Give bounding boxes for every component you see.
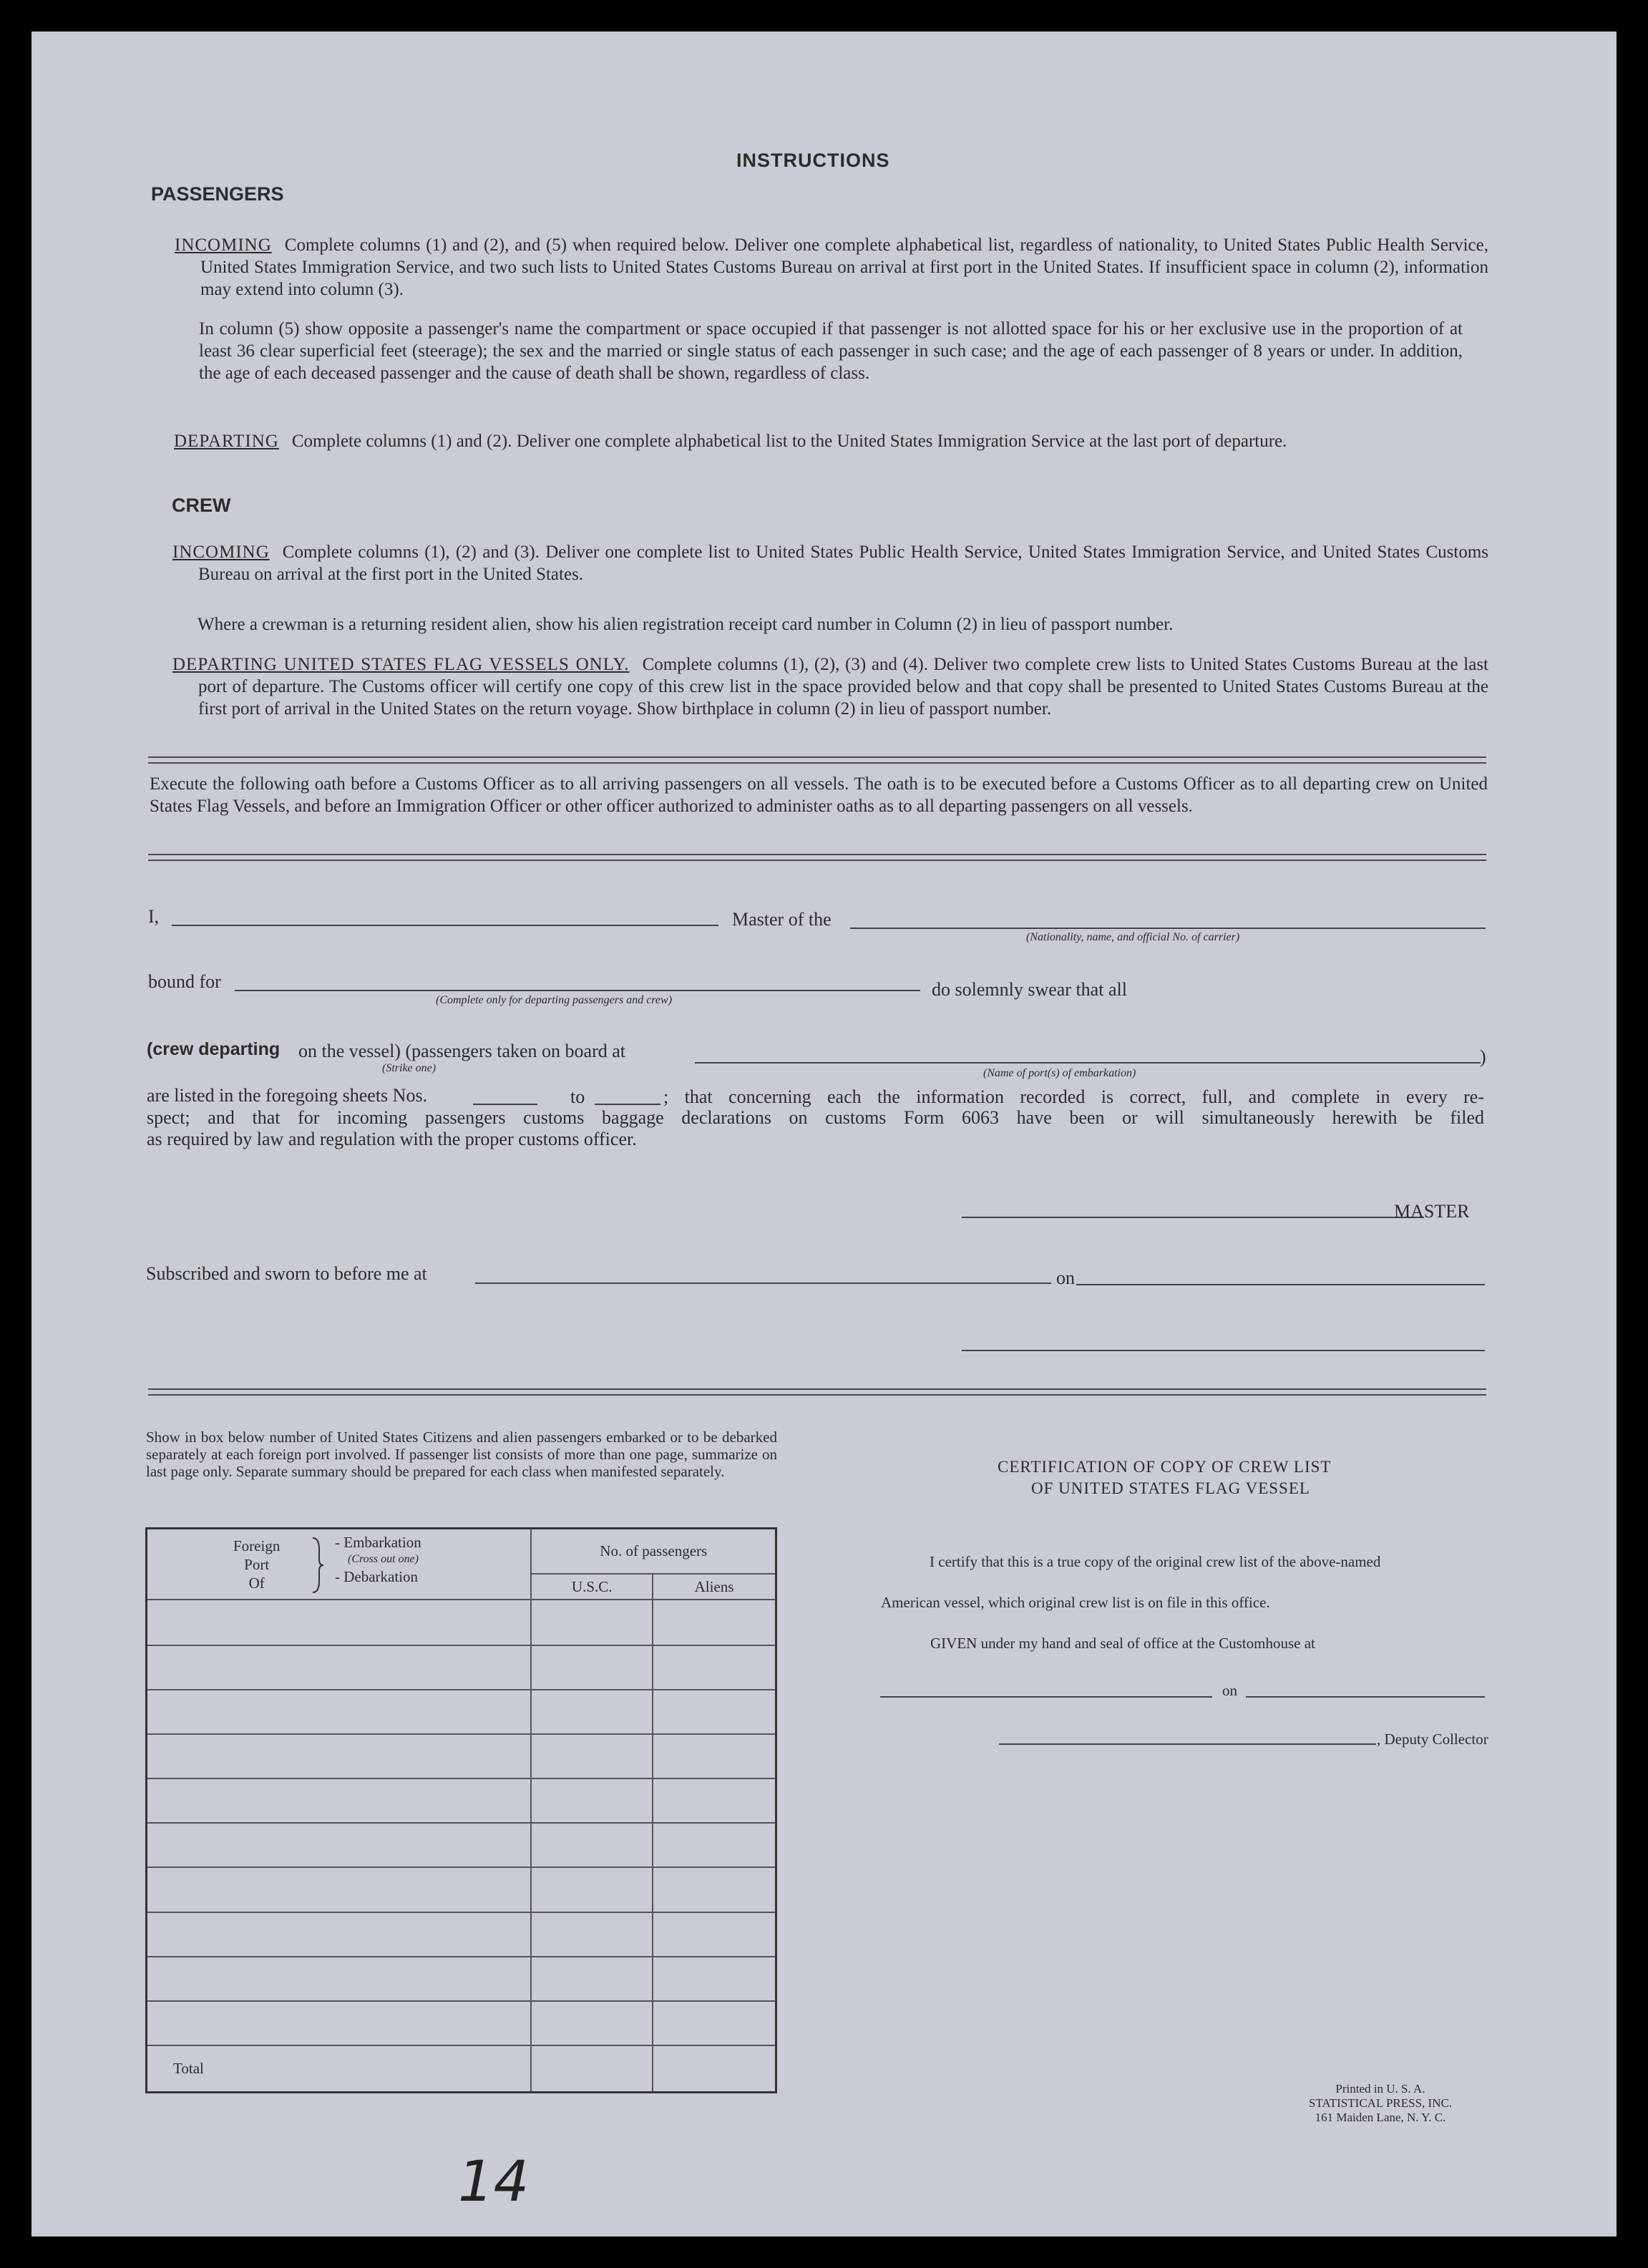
master-name-line[interactable] [172, 925, 718, 926]
carrier-line[interactable] [850, 928, 1486, 929]
aliens-cell[interactable] [653, 1778, 776, 1823]
subscribed-date-line[interactable] [1076, 1284, 1485, 1285]
table-row [147, 1778, 776, 1823]
master-label: MASTER [1394, 1201, 1470, 1222]
printer-imprint [1273, 2082, 1488, 2125]
sheet-from-line[interactable] [473, 1104, 537, 1105]
table-row [147, 1600, 776, 1645]
oath-intro: Execute the following oath before a Customs Officer as to all arriving passengers on all vessels. The oath is to be executed before a Customs Officer as to all departing crew on United States Flag Vessels, and before an Immigration Officer or other officer authorized to administer oaths as to all departing passengers on all vessels. [150, 774, 1488, 816]
summary-note: Show in box below number of United States Citizens and alien passengers embarked or to be debarked separately at each foreign port involved. If passenger list consists of more than one page, summarize on last page only. Separate summary should be prepared for each class when manifested separately. [146, 1429, 777, 1480]
certification-title-1: CERTIFICATION OF COPY OF CREW LIST [998, 1458, 1332, 1476]
passengers-incoming-text: Complete columns (1) and (2), and (5) when required below. Deliver one complete alphabetical list, regardless of nationality, to United States Public Health Service, United States Immigration Service, and two such lists to United States Customs Bureau on arrival at first port in the United States. If insufficient space in column (2), information may extend into column (3). [200, 235, 1488, 299]
master-signature-line[interactable] [962, 1217, 1424, 1218]
table-row [147, 1734, 776, 1778]
usc-cell[interactable] [531, 2001, 653, 2045]
certification-title-2: OF UNITED STATES FLAG VESSEL [1031, 1479, 1310, 1497]
oath-i-label: I, [148, 906, 160, 927]
usc-cell[interactable] [531, 1823, 653, 1867]
bound-for-line[interactable] [235, 990, 920, 991]
crew-incoming-text: Complete columns (1), (2) and (3). Deliver one complete list to United States Public Health Service, United States Immigration Service, and United States Customs Bureau on arrival at the first port in the United States. [198, 542, 1488, 584]
crew-departing-option: (crew departing [147, 1039, 281, 1059]
subscribed-place-line[interactable] [475, 1283, 1051, 1284]
aliens-cell[interactable] [653, 1867, 776, 1912]
usc-cell[interactable] [531, 1867, 653, 1912]
crew-departing-text: Complete columns (1), (2), (3) and (4). Deliver two complete crew lists to United States Customs Bureau at the last port of departure. The Customs officer will certify one copy of this crew list in the space provided below and that copy shall be presented to United States Customs Bureau at the first port of arrival in the United States on the return voyage. Show birthplace in column (2) in lieu of passport number. [198, 655, 1488, 719]
divider-2 [148, 854, 1486, 861]
deputy-signature-line[interactable] [999, 1743, 1376, 1745]
col-foreign: Foreign [233, 1537, 281, 1554]
port-cell[interactable] [147, 1778, 532, 1823]
crew-incoming-paragraph [172, 541, 1488, 585]
passengers-incoming-paragraph [175, 234, 1488, 301]
no-passengers-header: No. of passengers [531, 1529, 776, 1574]
listed-text-1: are listed in the foregoing sheets Nos. [147, 1085, 428, 1106]
table-row [147, 1645, 776, 1690]
table-row [147, 2001, 776, 2045]
table-row [147, 1957, 776, 2001]
on-vessel-label: on the vessel) (passengers taken on board at [298, 1041, 626, 1061]
subscribed-on-label: on [1056, 1267, 1075, 1288]
port-header-cell [147, 1529, 532, 1600]
crew-heading: CREW [172, 495, 231, 516]
aliens-cell[interactable] [653, 1600, 776, 1645]
usc-cell[interactable] [531, 1690, 653, 1734]
passengers-incoming-lead: INCOMING [175, 235, 272, 255]
sheet-to-line[interactable] [595, 1104, 660, 1105]
given-line: GIVEN under my hand and seal of office at the Customhouse at [930, 1635, 1315, 1652]
page-number: 14 [458, 2150, 530, 2214]
crew-departing-paragraph [172, 653, 1488, 720]
customhouse-line[interactable] [880, 1696, 1212, 1698]
aliens-cell[interactable] [653, 1734, 776, 1778]
bound-for-label: bound for [148, 971, 221, 992]
master-of-label: Master of the [732, 909, 832, 930]
close-paren: ) [1480, 1046, 1486, 1067]
listed-text-4: as required by law and regulation with the proper customs officer. [147, 1129, 637, 1149]
aliens-cell[interactable] [653, 1957, 776, 2001]
printer-line-3: 161 Maiden Lane, N. Y. C. [1315, 2111, 1446, 2124]
aliens-header: Aliens [653, 1574, 776, 1600]
listed-text-3: spect; and that for incoming passengers customs baggage declarations on customs Form 6063 have been or will simultaneously herewith be filed [147, 1107, 1484, 1128]
officer-signature-line[interactable] [962, 1350, 1485, 1351]
listed-text-2: ; that concerning each the information recorded is correct, full, and complete in every re- [663, 1086, 1484, 1107]
aliens-cell[interactable] [653, 1912, 776, 1957]
passengers-column5-paragraph: In column (5) show opposite a passenger's name the compartment or space occupied if that passenger is not allotted space for his or her exclusive use in the proportion of at least 36 clear superficial feet (steerage); the sex and the married or single status of each passenger in such case; and the age of each passenger of 8 years or under. In addition, the age of each deceased passenger and the cause of death shall be shown, regardless of class. [199, 319, 1463, 383]
aliens-cell[interactable] [653, 1690, 776, 1734]
passengers-departing-lead: DEPARTING [174, 432, 279, 451]
table-row [147, 1912, 776, 1957]
deputy-collector-label: , Deputy Collector [1377, 1731, 1488, 1748]
brace-icon [311, 1537, 325, 1594]
passenger-summary-table [145, 1527, 777, 2093]
crew-incoming-lead: INCOMING [172, 542, 270, 562]
col-port: Port [244, 1556, 270, 1573]
port-cell[interactable] [147, 1957, 532, 2001]
port-cell[interactable] [147, 1690, 532, 1734]
table-row [147, 1823, 776, 1867]
usc-header: U.S.C. [531, 1574, 653, 1600]
usc-cell[interactable] [531, 1957, 653, 2001]
certify-line-1: I certify that this is a true copy of the original crew list of the above-named [930, 1553, 1381, 1570]
total-row [147, 2045, 776, 2092]
passengers-heading: PASSENGERS [151, 183, 284, 205]
printer-line-2: STATISTICAL PRESS, INC. [1308, 2096, 1453, 2110]
port-cell[interactable] [147, 1867, 532, 1912]
crew-departing-lead: DEPARTING UNITED STATES FLAG VESSELS ONLY. [172, 655, 630, 674]
port-cell[interactable] [147, 2001, 532, 2045]
port-cell[interactable] [147, 1734, 532, 1778]
col-of: Of [248, 1575, 265, 1592]
certification-date-line[interactable] [1246, 1696, 1485, 1698]
cross-out-label: (Cross out one) [348, 1553, 419, 1565]
swear-label: do solemnly swear that all [932, 979, 1127, 1000]
table-row [147, 1690, 776, 1734]
table-row [147, 1867, 776, 1912]
carrier-caption: (Nationality, name, and official No. of carrier) [1026, 931, 1240, 943]
port-cell[interactable] [147, 1912, 532, 1957]
total-label: Total [147, 2045, 532, 2092]
certify-line-2: American vessel, which original crew list is on file in this office. [881, 1594, 1270, 1611]
usc-cell[interactable] [531, 1778, 653, 1823]
aliens-cell[interactable] [653, 2001, 776, 2045]
port-cell[interactable] [147, 1600, 532, 1645]
usc-cell[interactable] [531, 1912, 653, 1957]
instructions-title: INSTRUCTIONS [736, 150, 890, 171]
port-cell[interactable] [147, 1645, 532, 1690]
to-label: to [570, 1086, 585, 1107]
total-usc-cell[interactable] [531, 2045, 653, 2092]
passengers-departing-paragraph [174, 430, 1488, 452]
ports-line[interactable] [695, 1062, 1481, 1064]
debarkation-label: - Debarkation [335, 1568, 419, 1585]
ports-caption: (Name of port(s) of embarkation) [983, 1067, 1136, 1079]
total-aliens-cell[interactable] [653, 2045, 776, 2092]
usc-cell[interactable] [531, 1645, 653, 1690]
crew-resident-paragraph: Where a crewman is a returning resident alien, show his alien registration receipt card number in Column (2) in lieu of passport number. [198, 615, 1174, 634]
port-cell[interactable] [147, 1823, 532, 1867]
strike-caption: (Strike one) [382, 1062, 437, 1074]
divider-3 [148, 1388, 1486, 1396]
usc-cell[interactable] [531, 1600, 653, 1645]
form-sheet [31, 31, 1617, 2237]
divider-1 [148, 756, 1486, 764]
subscribed-label: Subscribed and sworn to before me at [146, 1263, 427, 1284]
bound-for-caption: (Complete only for departing passengers and crew) [436, 994, 673, 1006]
aliens-cell[interactable] [653, 1823, 776, 1867]
embarkation-label: - Embarkation [335, 1534, 421, 1551]
passengers-departing-text: Complete columns (1) and (2). Deliver one complete alphabetical list to the United States Immigration Service at the last port of departure. [291, 432, 1287, 451]
certification-on-label: on [1222, 1682, 1237, 1699]
usc-cell[interactable] [531, 1734, 653, 1778]
aliens-cell[interactable] [653, 1645, 776, 1690]
printer-line-1: Printed in U. S. A. [1335, 2082, 1425, 2096]
